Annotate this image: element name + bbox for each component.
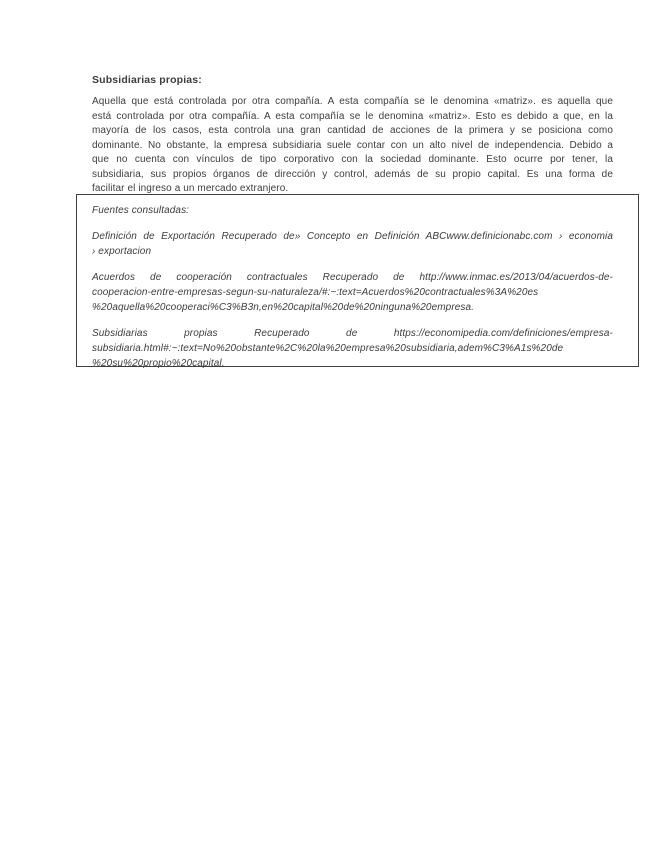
paragraph-line: que no cuenta con vínculos de tipo corporativo con la sociedad dominante. Esto ocurre por tener, la (92, 154, 613, 165)
reference-line: Definición de Exportación Recuperado de» Concepto en Definición ABCwww.definicionabc.com › economia (92, 231, 613, 242)
paragraph-line: está controlada por otra compañía. A esta compañía se le denomina «matriz». Esto es debido a que, en la (92, 110, 613, 122)
body-paragraph (92, 95, 613, 197)
reference-line: › exportacion (92, 246, 152, 257)
paragraph-line: mayoría de los casos, esta controla una gran cantidad de acciones de la primera y se posiciona como (92, 125, 613, 136)
paragraph-line: Aquella que está controlada por otra compañía. A esta compañía se le denomina «matriz». es aquella que (92, 96, 613, 107)
reference-item (92, 229, 613, 259)
reference-item (92, 270, 613, 315)
sources-title: Fuentes consultadas: (92, 205, 190, 216)
sources-box (92, 203, 613, 382)
paragraph-line: subsidiaria, sus propios órganos de dirección y control, además de su propio capital. Es una forma de (92, 168, 613, 180)
reference-line: %20aquella%20cooperaci%C3%B3n,en%20capital%20de%20ninguna%20empresa. (92, 302, 475, 313)
reference-line: subsidiaria.html#:~:text=No%20obstante%2C%20la%20empresa%20subsidiaria,adem%C3%A1s%20de (92, 343, 564, 354)
paragraph-line: dominante. No obstante, la empresa subsidiaria suele contar con un alto nivel de independencia. Debido a (92, 139, 613, 151)
reference-item (92, 326, 613, 371)
section-heading: Subsidiarias propias: (92, 74, 202, 86)
reference-line: Subsidiarias propias Recuperado de https://economipedia.com/definiciones/empresa- (92, 328, 613, 339)
paragraph-line: facilitar el ingreso a un mercado extranjero. (92, 183, 289, 194)
reference-line: %20su%20propio%20capital. (92, 358, 225, 369)
reference-line: Acuerdos de cooperación contractuales Recuperado de http://www.inmac.es/2013/04/acuerdos-de- (92, 272, 613, 283)
reference-line: cooperacion-entre-empresas-segun-su-naturaleza/#:~:text=Acuerdos%20contractuales%3A%20es (92, 287, 539, 298)
